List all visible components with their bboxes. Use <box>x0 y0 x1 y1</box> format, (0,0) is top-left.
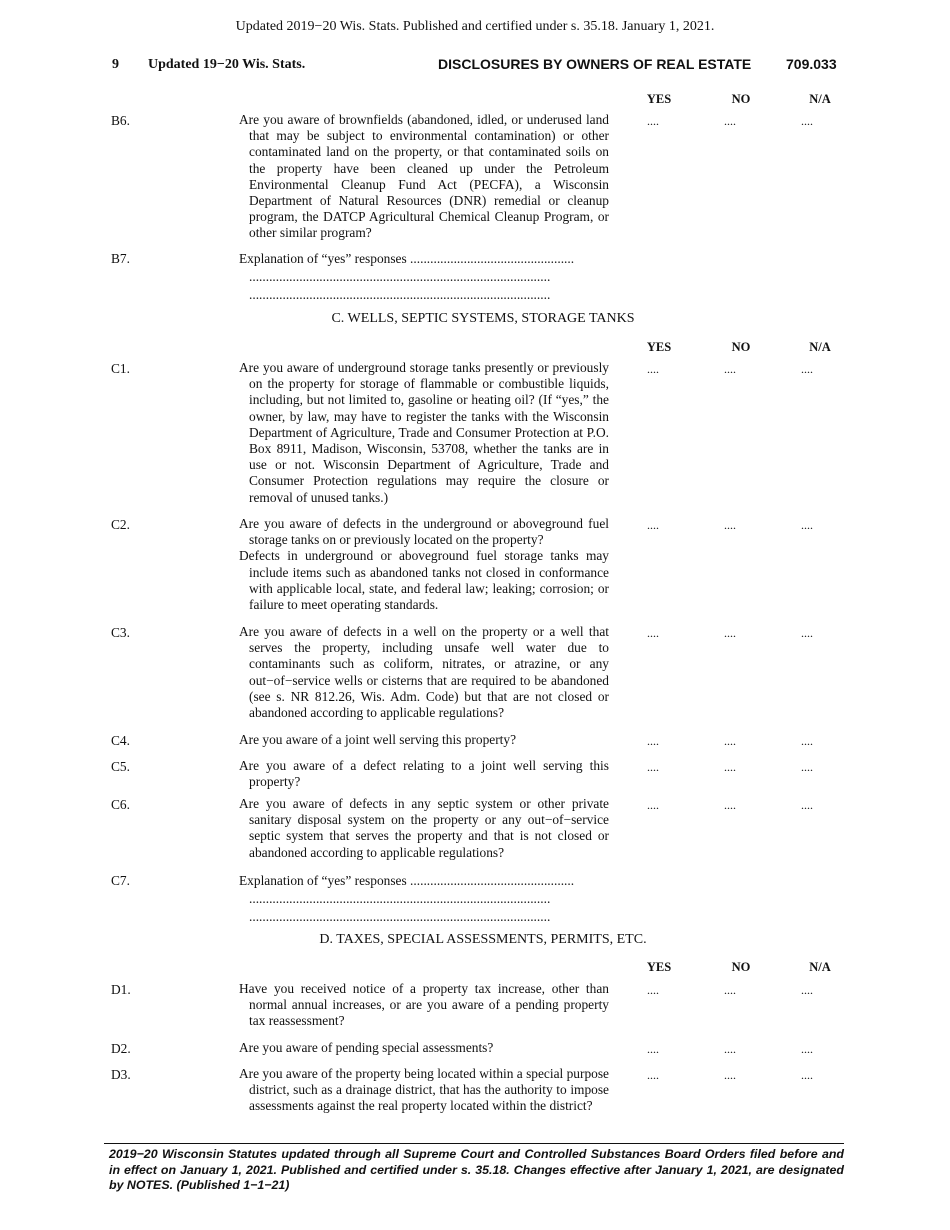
answer-no-c6[interactable]: .... <box>724 798 736 812</box>
answer-na-c6[interactable]: .... <box>801 798 813 812</box>
answer-na-d2[interactable]: .... <box>801 1042 813 1056</box>
question-text: Are you aware of pending special assessments? <box>239 1040 494 1055</box>
page-number: 9 <box>112 57 119 72</box>
item-label-c1: C1. <box>111 361 130 376</box>
explanation-line[interactable]: .......................................................................................... <box>249 287 551 302</box>
answer-no-c4[interactable]: .... <box>724 734 736 748</box>
answer-yes-c4[interactable]: .... <box>647 734 659 748</box>
explanation-line[interactable]: .......................................................................................... <box>249 269 551 284</box>
answer-no-c1[interactable]: .... <box>724 362 736 376</box>
footer-divider <box>104 1143 844 1144</box>
question-d3 <box>239 1066 609 1115</box>
item-label-d1: D1. <box>111 982 131 997</box>
answer-no-c3[interactable]: .... <box>724 626 736 640</box>
answer-yes-c6[interactable]: .... <box>647 798 659 812</box>
explanation-line[interactable]: .......................................................................................... <box>249 891 551 906</box>
question-text: Are you aware of the property being located within a special purpose district, such as a drainage district, that has the authority to impose assessments against the real property located within the district? <box>239 1066 609 1114</box>
header-stats: Updated 19−20 Wis. Stats. <box>148 57 306 72</box>
answer-no-c2[interactable]: .... <box>724 518 736 532</box>
question-d1 <box>239 981 609 1030</box>
section-number: 709.033 <box>786 56 837 72</box>
question-text: Have you received notice of a property tax increase, other than normal annual increases, or are you aware of a pending property tax reassessment? <box>239 981 609 1029</box>
section-heading-d: D. TAXES, SPECIAL ASSESSMENTS, PERMITS, ETC. <box>319 932 647 947</box>
answer-yes-b6[interactable]: .... <box>647 114 659 128</box>
item-label-c2: C2. <box>111 517 130 532</box>
question-text: Are you aware of brownfields (abandoned, idled, or underused land that may be subject to environmental contamination) or other contaminated land on the property, or that contaminated soils on the property have been cleaned up under the Petroleum Environmental Cleanup Fund Act (PECFA), a Wisconsin Department of Natural Resources (DNR) remedial or cleanup program, the DATCP Agricultural Chemical Cleanup Program, or other similar program? <box>239 112 609 241</box>
question-d2 <box>239 1040 609 1056</box>
question-text: Are you aware of defects in any septic system or other private sanitary disposal system on the property or any out−of−service septic system that serves the property and that is not closed or abandoned according to applicable regulations? <box>239 796 609 860</box>
col-yes-header: YES <box>646 960 672 974</box>
answer-no-b6[interactable]: .... <box>724 114 736 128</box>
page-title: DISCLOSURES BY OWNERS OF REAL ESTATE <box>438 56 752 72</box>
answer-yes-c3[interactable]: .... <box>647 626 659 640</box>
item-label-d3: D3. <box>111 1067 131 1082</box>
question-text: Are you aware of defects in the underground or aboveground fuel storage tanks on or previously located on the property? <box>239 516 609 548</box>
question-c6 <box>239 796 609 861</box>
question-b6 <box>239 112 609 242</box>
answer-no-d1[interactable]: .... <box>724 983 736 997</box>
item-label-c7: C7. <box>111 873 130 888</box>
answer-na-c3[interactable]: .... <box>801 626 813 640</box>
item-label-d2: D2. <box>111 1041 131 1056</box>
answer-na-b6[interactable]: .... <box>801 114 813 128</box>
question-text: Are you aware of underground storage tanks presently or previously on the property for storage of flammable or combustible liquids, including, but not limited to, gasoline or heating oil? (If “yes,” the owner, by law, may have to register the tanks with the Wisconsin Department of Agriculture, Trade and Consumer Protection at P.O. Box 8911, Madison, Wisconsin, 53708, whether the tanks are in use or not. Wisconsin Department of Agriculture, Trade and Consumer Protection regulations may require the closure or removal of unused tanks.) <box>239 360 609 505</box>
item-label-b6: B6. <box>111 113 130 128</box>
answer-na-c1[interactable]: .... <box>801 362 813 376</box>
answer-yes-c5[interactable]: .... <box>647 760 659 774</box>
answer-na-c2[interactable]: .... <box>801 518 813 532</box>
explanation-b7 <box>239 250 609 304</box>
item-label-c4: C4. <box>111 733 130 748</box>
col-na-header: N/A <box>809 960 831 974</box>
explanation-text: Explanation of “yes” responses ................................................. <box>239 251 575 266</box>
answer-na-d1[interactable]: .... <box>801 983 813 997</box>
answer-no-c5[interactable]: .... <box>724 760 736 774</box>
question-text: Are you aware of a joint well serving this property? <box>239 732 517 747</box>
col-na-header: N/A <box>809 92 831 106</box>
answer-yes-d2[interactable]: .... <box>647 1042 659 1056</box>
item-label-c6: C6. <box>111 797 130 812</box>
answer-yes-c1[interactable]: .... <box>647 362 659 376</box>
explanation-line[interactable]: .......................................................................................... <box>249 909 551 924</box>
col-na-header: N/A <box>809 340 831 354</box>
section-heading-c: C. WELLS, SEPTIC SYSTEMS, STORAGE TANKS <box>331 311 635 326</box>
col-no-header: NO <box>731 960 751 974</box>
explanation-text: Explanation of “yes” responses ................................................. <box>239 873 575 888</box>
col-no-header: NO <box>731 92 751 106</box>
explanation-c7 <box>239 872 609 926</box>
answer-no-d3[interactable]: .... <box>724 1068 736 1082</box>
answer-no-d2[interactable]: .... <box>724 1042 736 1056</box>
item-label-b7: B7. <box>111 251 130 266</box>
question-text: Are you aware of a defect relating to a joint well serving this property? <box>239 758 609 790</box>
question-c5 <box>239 758 609 790</box>
question-c2 <box>239 516 609 613</box>
footer-note: 2019−20 Wisconsin Statutes updated through all Supreme Court and Controlled Substances Board Orders filed before and in effect on January 1, 2021. Published and certified under s. 35.18. Changes effective after January 1, 2021, are designated by NOTES. (Published 1−1−21) <box>109 1147 844 1193</box>
answer-na-d3[interactable]: .... <box>801 1068 813 1082</box>
answer-yes-c2[interactable]: .... <box>647 518 659 532</box>
question-c3 <box>239 624 609 721</box>
answer-na-c5[interactable]: .... <box>801 760 813 774</box>
top-note: Updated 2019−20 Wis. Stats. Published and certified under s. 35.18. January 1, 2021. <box>235 19 715 34</box>
col-yes-header: YES <box>646 92 672 106</box>
question-note: Defects in underground or aboveground fuel storage tanks may include items such as abandoned tanks not closed in conformance with applicable local, state, and federal law; leaking; corrosion; or failure to meet operating standards. <box>239 548 609 613</box>
answer-yes-d3[interactable]: .... <box>647 1068 659 1082</box>
question-c4 <box>239 732 609 748</box>
item-label-c5: C5. <box>111 759 130 774</box>
answer-yes-d1[interactable]: .... <box>647 983 659 997</box>
item-label-c3: C3. <box>111 625 130 640</box>
question-c1 <box>239 360 609 506</box>
col-yes-header: YES <box>646 340 672 354</box>
answer-na-c4[interactable]: .... <box>801 734 813 748</box>
col-no-header: NO <box>731 340 751 354</box>
question-text: Are you aware of defects in a well on the property or a well that serves the property, including unsafe well water due to contaminants such as coliform, nitrates, or atrazine, or any out−of−service wells or cisterns that are required to be abandoned (see s. NR 812.26, Wis. Adm. Code) but that are not closed or abandoned according to applicable regulations? <box>239 624 609 721</box>
